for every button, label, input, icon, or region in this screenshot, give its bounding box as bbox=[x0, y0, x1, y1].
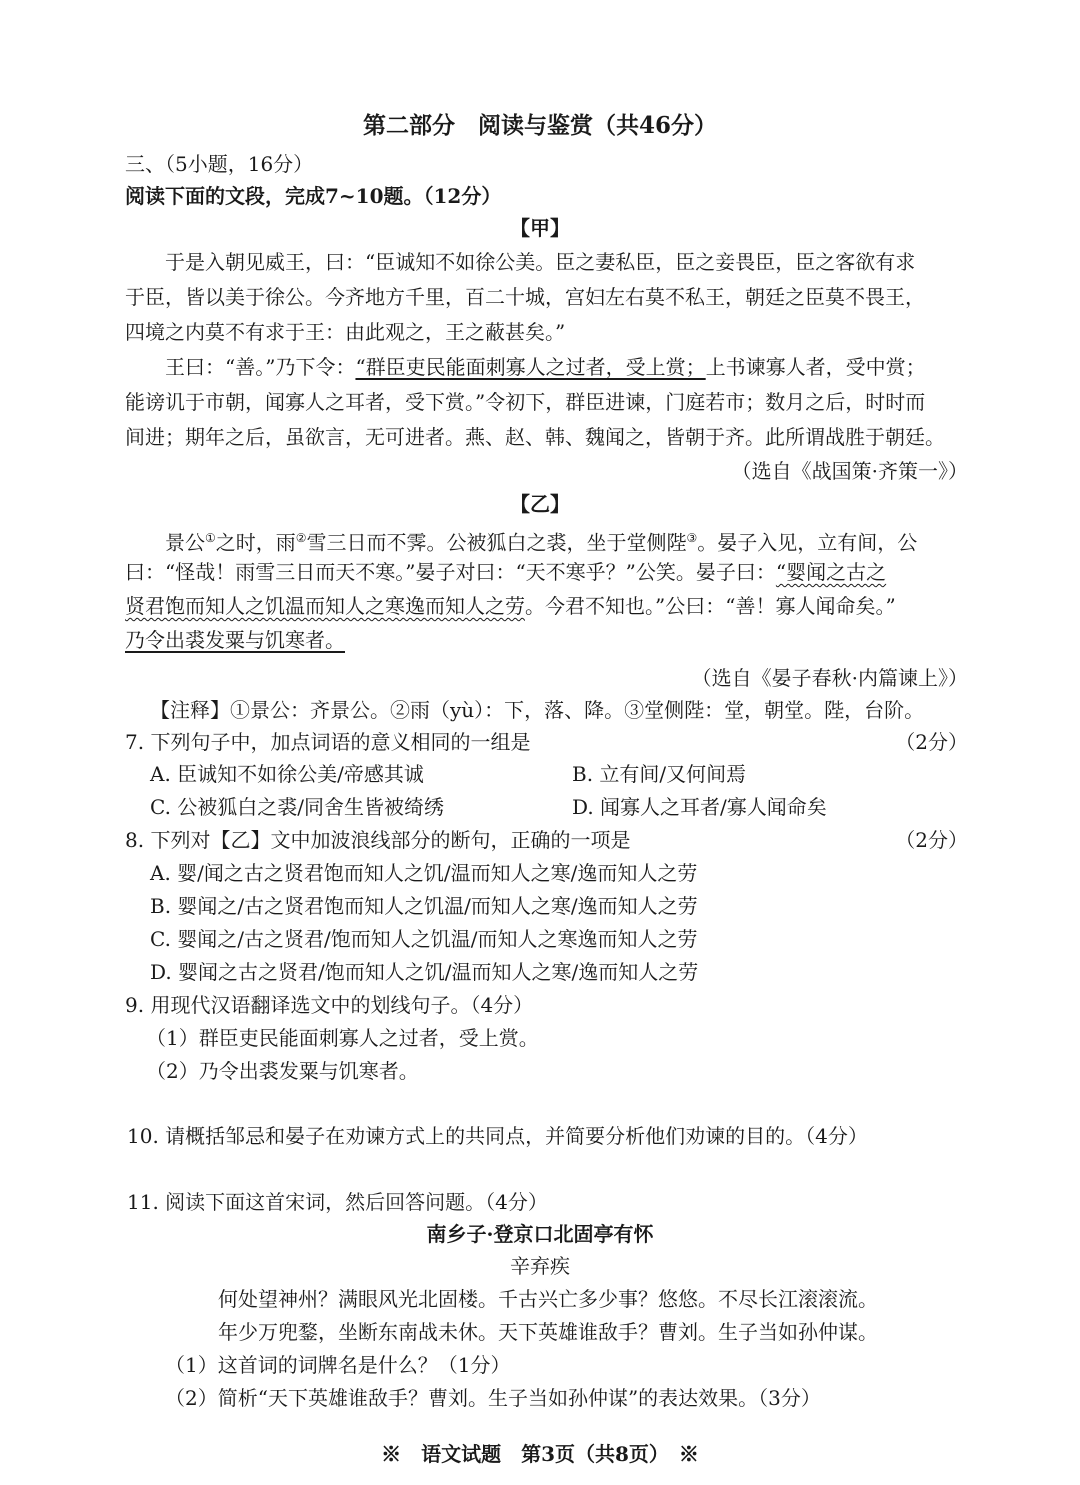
poem-author: 辛弃疾 bbox=[510, 1254, 570, 1278]
wavy-sentence: “婴闻之古之 bbox=[775, 560, 887, 584]
passage-jia-line: 四境之内莫不有求于王：由此观之，王之蔽甚矣。” bbox=[125, 320, 566, 344]
q10-stem: 10. 请概括邹忌和晏子在劝谏方式上的共同点，并简要分析他们劝谏的目的。（4分） bbox=[127, 1124, 868, 1148]
passage-jia-para2-pre: 王曰：“善。”乃下令： bbox=[165, 355, 356, 379]
q7-stem: 7. 下列句子中，加点词语的意义相同的一组是 bbox=[125, 730, 531, 754]
passage-yi-text: 。今君不知也。”公曰：“善！寡人闻命矣。” bbox=[525, 594, 896, 618]
poem-line: 何处望神州？满眼风光北固楼。千古兴亡多少事？悠悠。不尽长江滚滚流。 bbox=[218, 1287, 878, 1311]
poem-line: 年少万兜鍪，坐断东南战未休。天下英雄谁敌手？曹刘。生子当如孙仲谋。 bbox=[218, 1320, 878, 1344]
passage-yi-text: 曰：“怪哉！雨雪三日而天不寒。”晏子对曰：“天不寒乎？”公笑。晏子曰： bbox=[125, 560, 776, 584]
footnote-marker: ② bbox=[295, 531, 307, 545]
passage-yi-text: 之时，雨 bbox=[215, 530, 296, 555]
q11-sub2: （2）简析“天下英雄谁敌手？曹刘。生子当如孙仲谋”的表达效果。（3分） bbox=[165, 1386, 821, 1410]
underlined-sentence-1: “群臣吏民能面刺寡人之过者，受上赏； bbox=[355, 355, 706, 379]
q7-points: （2分） bbox=[895, 730, 968, 754]
q7-option-b: B. 立有间/又何间焉 bbox=[572, 762, 747, 786]
passage-yi-notes: 【注释】①景公：齐景公。②雨（yù）：下，落、降。③堂侧陛：堂，朝堂。陛，台阶。 bbox=[150, 698, 925, 722]
q8-option-c: C. 婴闻之/古之贤君/饱而知人之饥温/而知人之寒逸而知人之劳 bbox=[150, 927, 698, 951]
section-heading: 三、（5小题，16分） bbox=[125, 152, 314, 176]
passage-yi-text: 景公 bbox=[165, 530, 205, 555]
q11-stem: 11. 阅读下面这首宋词，然后回答问题。（4分） bbox=[127, 1190, 548, 1214]
q9-sub1: （1）群臣吏民能面刺寡人之过者，受上赏。 bbox=[146, 1026, 539, 1050]
q8-option-a: A. 婴/闻之古之贤君饱而知人之饥/温而知人之寒/逸而知人之劳 bbox=[150, 861, 698, 885]
q7-option-c: C. 公被狐白之裘/同舍生皆被绮绣 bbox=[150, 795, 445, 819]
q9-stem: 9. 用现代汉语翻译选文中的划线句子。（4分） bbox=[125, 993, 534, 1017]
q8-option-d: D. 婴闻之古之贤君/饱而知人之饥/温而知人之寒/逸而知人之劳 bbox=[150, 960, 699, 984]
q8-option-b: B. 婴闻之/古之贤君饱而知人之饥温/而知人之寒/逸而知人之劳 bbox=[150, 894, 698, 918]
q7-option-d: D. 闻寡人之耳者/寡人闻命矣 bbox=[572, 795, 827, 819]
footnote-marker: ③ bbox=[686, 531, 698, 545]
page-footer: ※ 语文试题 第3页（共8页） ※ bbox=[381, 1442, 699, 1466]
passage-jia-para2-post: 上书谏寡人者，受中赏； bbox=[705, 355, 926, 379]
passage-jia-para2 bbox=[165, 353, 926, 381]
passage-yi-line4 bbox=[125, 626, 345, 654]
passage-jia-line: 于是入朝见威王，曰：“臣诚知不如徐公美。臣之妻私臣，臣之妾畏臣，臣之客欲有求 bbox=[165, 250, 916, 274]
passage-jia-source: （选自《战国策·齐策一》） bbox=[731, 459, 968, 483]
q11-sub1: （1）这首词的词牌名是什么？（1分） bbox=[165, 1353, 511, 1377]
part-title: 第二部分 阅读与鉴赏（共46分） bbox=[362, 112, 717, 139]
q8-points: （2分） bbox=[895, 828, 968, 852]
passage-jia-line: 间进；期年之后，虽欲言，无可进者。燕、赵、韩、魏闻之，皆朝于齐。此所谓战胜于朝廷。 bbox=[125, 425, 945, 449]
passage-yi-line1 bbox=[165, 524, 917, 557]
passage-jia-line: 能谤讥于市朝，闻寡人之耳者，受下赏。”令初下，群臣进谏，门庭若市；数月之后，时时而 bbox=[125, 390, 926, 414]
underlined-sentence-2: 乃令出裘发粟与饥寒者。 bbox=[125, 628, 345, 652]
wavy-sentence: 贤君饱而知人之饥温而知人之寒逸而知人之劳 bbox=[125, 594, 525, 618]
passage-jia-line: 于臣，皆以美于徐公。今齐地方千里，百二十城，宫妇左右莫不私王，朝廷之臣莫不畏王， bbox=[125, 285, 925, 309]
passage-jia-label: 【甲】 bbox=[510, 216, 570, 240]
passage-yi-line2 bbox=[125, 558, 886, 586]
passage-yi-label: 【乙】 bbox=[510, 492, 570, 516]
passage-yi-source: （选自《晏子春秋·内篇谏上》） bbox=[691, 666, 968, 690]
footnote-marker: ① bbox=[205, 531, 216, 545]
q7-option-a: A. 臣诚知不如徐公美/帝感其诚 bbox=[150, 762, 424, 786]
passage-yi-text: 雪三日而不霁。公被狐白之裘，坐于堂侧陛 bbox=[306, 530, 687, 555]
passage-yi-text: 。晏子入见，立有间，公 bbox=[697, 530, 918, 555]
passage-yi-line3 bbox=[125, 592, 896, 620]
q8-stem: 8. 下列对【乙】文中加波浪线部分的断句，正确的一项是 bbox=[125, 828, 631, 852]
q9-sub2: （2）乃令出裘发粟与饥寒者。 bbox=[146, 1059, 419, 1083]
reading-instruction: 阅读下面的文段，完成7~10题。（12分） bbox=[125, 184, 502, 208]
poem-title: 南乡子·登京口北固亭有怀 bbox=[426, 1222, 654, 1246]
